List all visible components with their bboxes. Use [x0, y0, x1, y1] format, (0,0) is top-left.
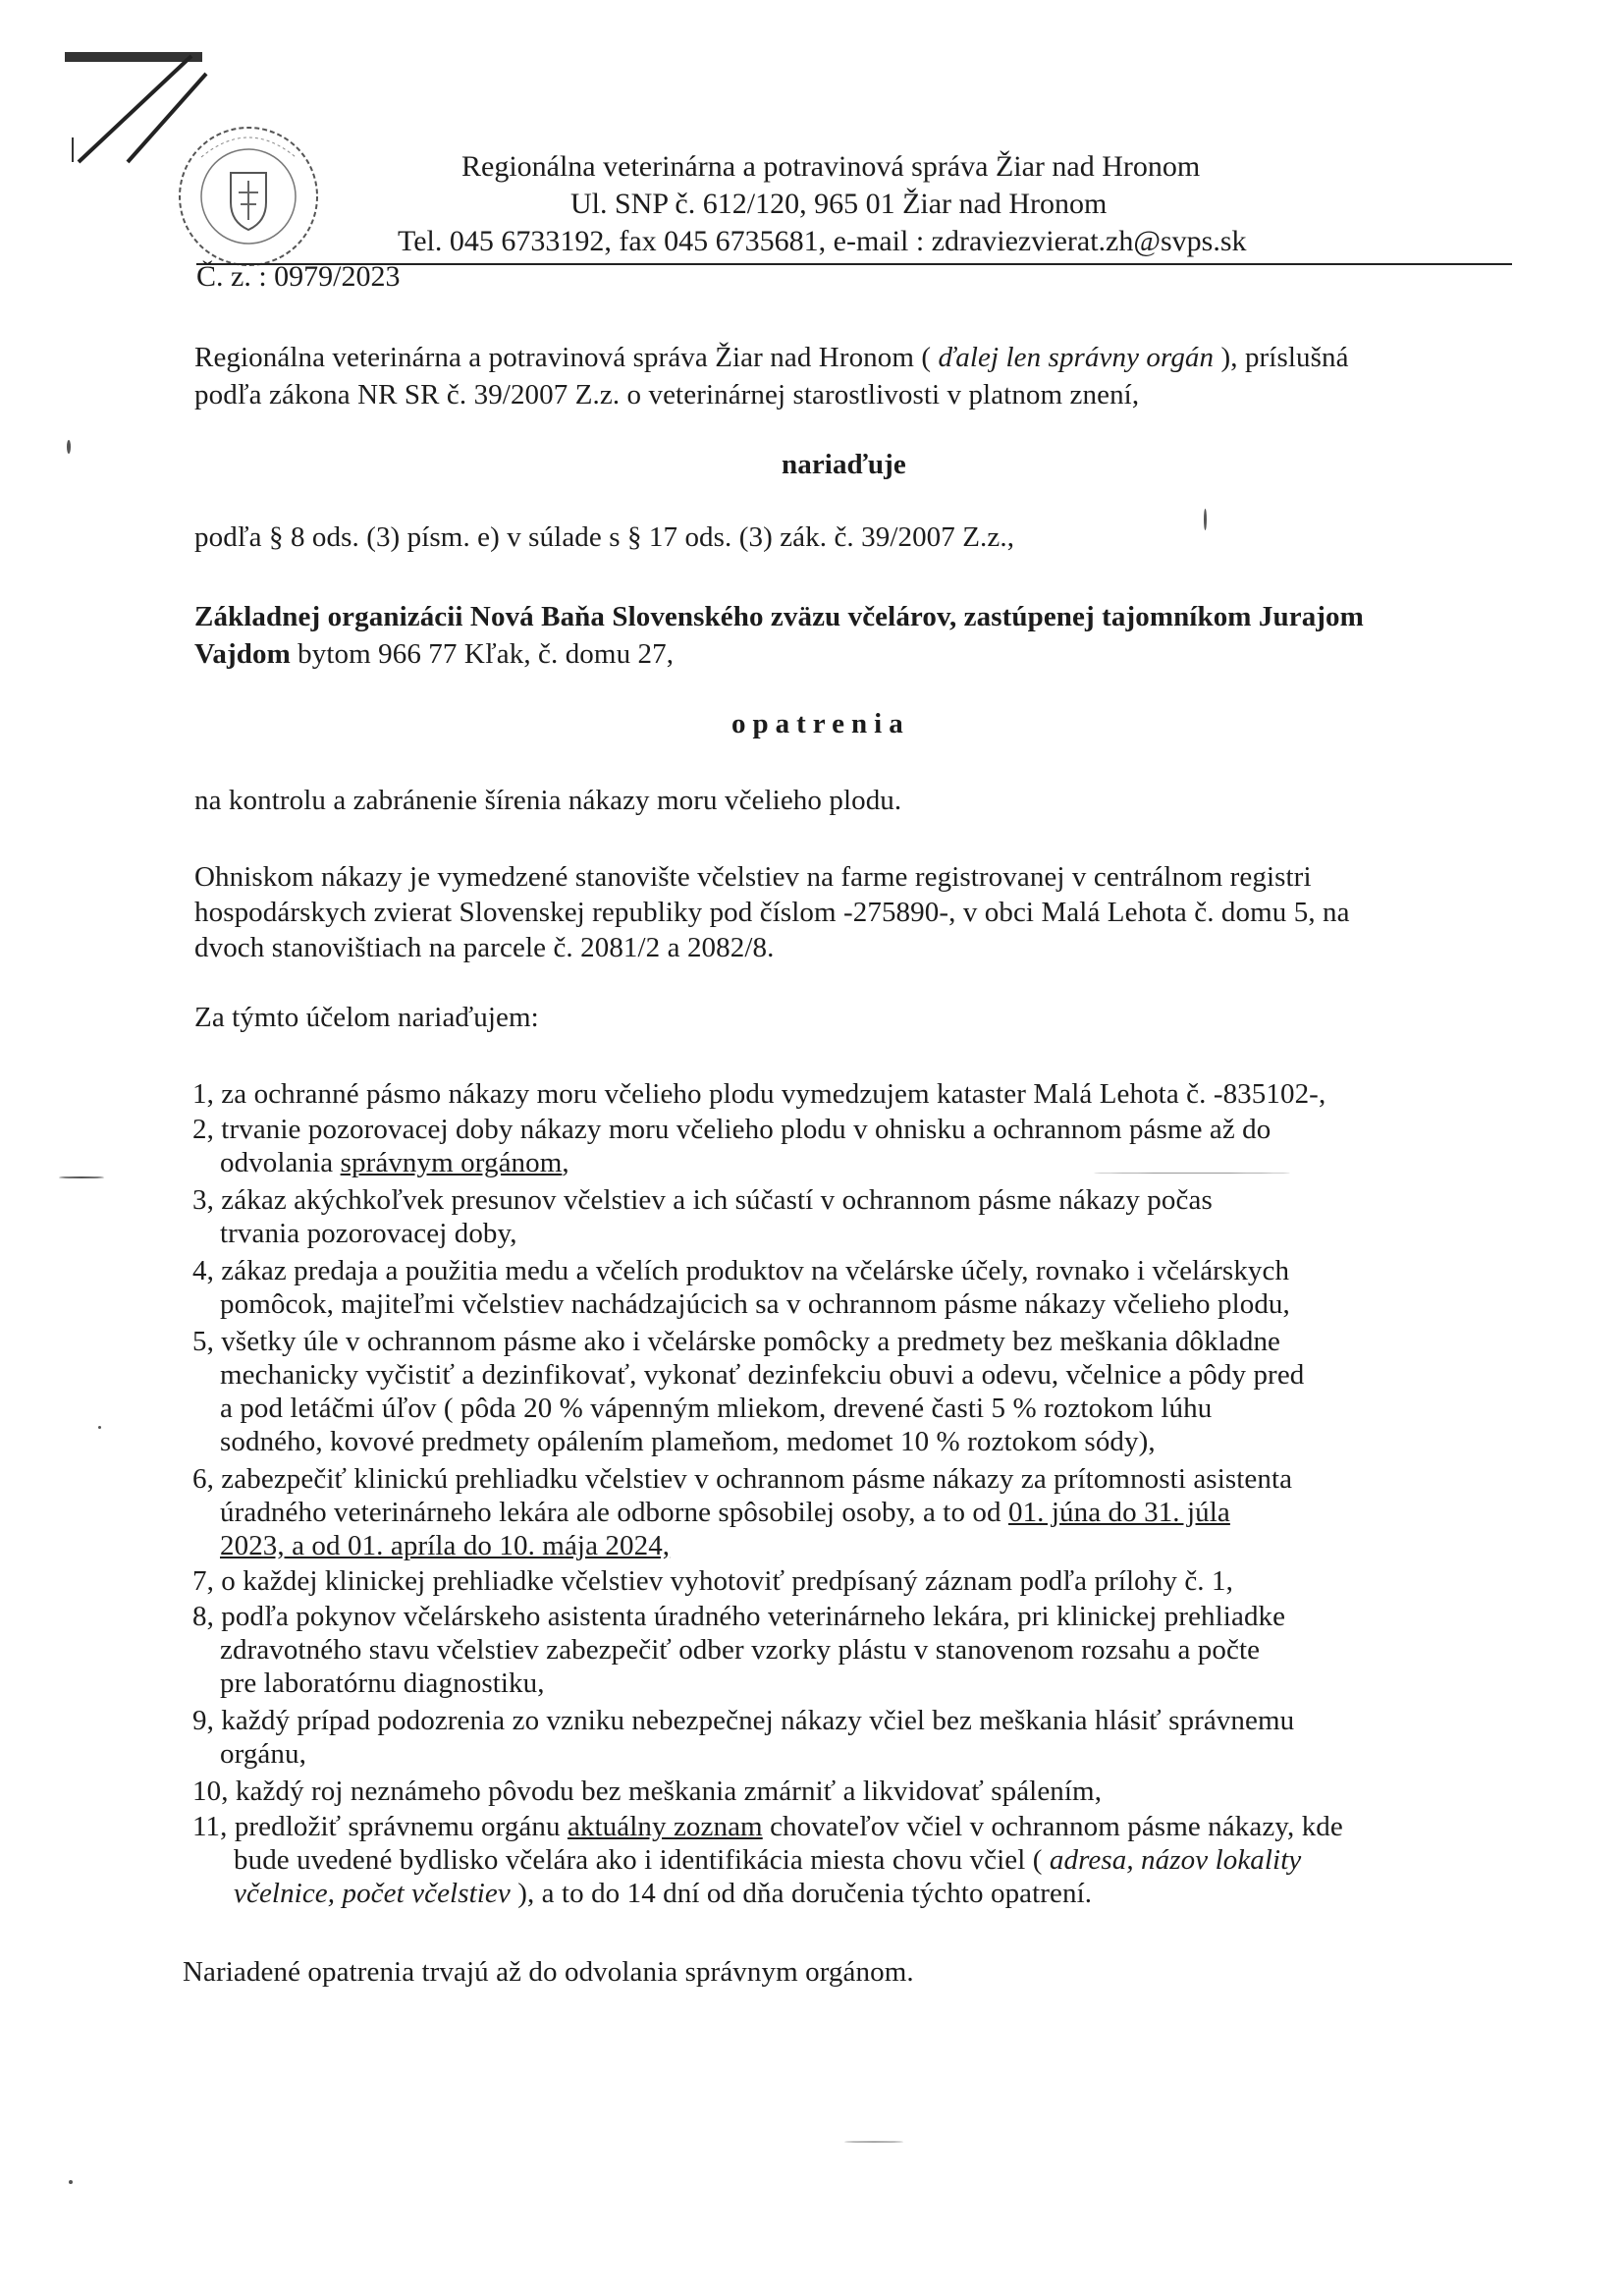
item-3-line-2: trvania pozorovacej doby, — [220, 1218, 517, 1249]
outbreak-line-1: Ohniskom nákazy je vymedzené stanovište včelstiev na farme registrovanej v centrálnom registri — [194, 861, 1312, 893]
item-9-line-2: orgánu, — [220, 1738, 306, 1770]
case-number: Č. z. : 0979/2023 — [196, 260, 401, 293]
item-10: 10, každý roj neznámeho pôvodu bez meškania zmárniť a likvidovať spálením, — [192, 1776, 1103, 1807]
item-3-line-1: 3, zákaz akýchkoľvek presunov včelstiev a ich súčastí v ochrannom pásme nákazy počas — [192, 1184, 1213, 1216]
item-5-line-2: mechanicky vyčistiť a dezinfikovať, vykonať dezinfekciu obuvi a odevu, včelnice a pôdy pred — [220, 1359, 1305, 1391]
intro-line-1: Regionálna veterinárna a potravinová správa Žiar nad Hronom ( ďalej len správny orgán ), príslušná — [194, 342, 1349, 373]
scan-speck — [67, 440, 71, 454]
scan-speck — [1094, 1173, 1290, 1174]
intro-line-2: podľa zákona NR SR č. 39/2007 Z.z. o veterinárnej starostlivosti v platnom znení, — [194, 379, 1140, 410]
addressee-line-2: Vajdom bytom 966 77 Kľak, č. domu 27, — [194, 638, 675, 670]
item-5-line-4: sodného, kovové predmety opálením plameňom, medomet 10 % roztokom sódy), — [220, 1426, 1156, 1457]
item-6-line-3: 2023, a od 01. apríla do 10. mája 2024, — [220, 1530, 671, 1561]
purpose-line: na kontrolu a zabránenie šírenia nákazy moru včelieho plodu. — [194, 785, 902, 816]
scan-speck — [844, 2141, 903, 2143]
scan-speck — [69, 2180, 73, 2184]
legal-basis: podľa § 8 ods. (3) písm. e) v súlade s § 17 ods. (3) zák. č. 39/2007 Z.z., — [194, 521, 1015, 553]
item-5-line-1: 5, všetky úle v ochrannom pásme ako i včelárske pomôcky a predmety bez meškania dôkladne — [192, 1326, 1281, 1357]
item-2-line-2: odvolania správnym orgánom, — [220, 1147, 569, 1178]
orders-heading: nariaďuje — [782, 449, 906, 480]
item-5-line-3: a pod letáčmi úľov ( pôda 20 % vápenným mliekom, drevené časti 5 % roztokom lúhu — [220, 1393, 1213, 1424]
item-6-line-1: 6, zabezpečiť klinickú prehliadku včelstiev v ochrannom pásme nákazy za prítomnosti asistenta — [192, 1463, 1293, 1495]
item-4-line-1: 4, zákaz predaja a použitia medu a včelích produktov na včelárske účely, rovnako i včelárskych — [192, 1255, 1290, 1286]
item-8-line-3: pre laboratórnu diagnostiku, — [220, 1667, 545, 1699]
ordering-line: Za týmto účelom nariaďujem: — [194, 1002, 539, 1033]
outbreak-line-3: dvoch stanovištiach na parcele č. 2081/2 a 2082/8. — [194, 932, 775, 963]
item-1: 1, za ochranné pásmo nákazy moru včelieho plodu vymedzujem kataster Malá Lehota č. -835102-, — [192, 1078, 1326, 1110]
item-8-line-2: zdravotného stavu včelstiev zabezpečiť odber vzorky plástu v stanovenom rozsahu a počte — [220, 1634, 1261, 1666]
scan-speck — [98, 1426, 101, 1429]
item-9-line-1: 9, každý prípad podozrenia zo vzniku nebezpečnej nákazy včiel bez meškania hlásiť správnemu — [192, 1705, 1295, 1736]
header-contact: Tel. 045 6733192, fax 045 6735681, e-mail : zdraviezvierat.zh@svps.sk — [398, 225, 1247, 257]
closing-line: Nariadené opatrenia trvajú až do odvolania správnym orgánom. — [183, 1956, 914, 1988]
measures-heading: opatrenia — [731, 708, 910, 739]
item-11-line-1: 11, predložiť správnemu orgánu aktuálny zoznam chovateľov včiel v ochrannom pásme nákazy, kde — [192, 1811, 1343, 1842]
addressee-line-1: Základnej organizácii Nová Baňa Slovenského zväzu včelárov, zastúpenej tajomníkom Jurajom — [194, 601, 1364, 632]
item-8-line-1: 8, podľa pokynov včelárskeho asistenta úradného veterinárneho lekára, pri klinickej prehliadke — [192, 1601, 1286, 1632]
item-11-line-2: bude uvedené bydlisko včelára ako i identifikácia miesta chovu včiel ( adresa, názov lokality — [234, 1844, 1302, 1876]
item-4-line-2: pomôcok, majiteľmi včelstiev nachádzajúcich sa v ochrannom pásme nákazy včelieho plodu, — [220, 1288, 1290, 1320]
item-11-line-3: včelnice, počet včelstiev ), a to do 14 dní od dňa doručenia týchto opatrení. — [234, 1878, 1093, 1909]
item-2-line-1: 2, trvanie pozorovacej doby nákazy moru včelieho plodu v ohnisku a ochrannom pásme až do — [192, 1114, 1271, 1145]
scan-speck — [59, 1176, 104, 1178]
item-7: 7, o každej klinickej prehliadke včelstiev vyhotoviť predpísaný záznam podľa prílohy č. 1, — [192, 1565, 1233, 1597]
header-address: Ul. SNP č. 612/120, 965 01 Žiar nad Hronom — [570, 188, 1108, 220]
header-org-name: Regionálna veterinárna a potravinová správa Žiar nad Hronom — [461, 150, 1201, 183]
outbreak-line-2: hospodárskych zvierat Slovenskej republiky pod číslom -275890-, v obci Malá Lehota č. domu 5, na — [194, 897, 1350, 928]
item-6-line-2: úradného veterinárneho lekára ale odborne spôsobilej osoby, a to od 01. júna do 31. júla — [220, 1497, 1230, 1528]
official-stamp — [162, 118, 334, 275]
scan-speck — [1204, 509, 1207, 530]
